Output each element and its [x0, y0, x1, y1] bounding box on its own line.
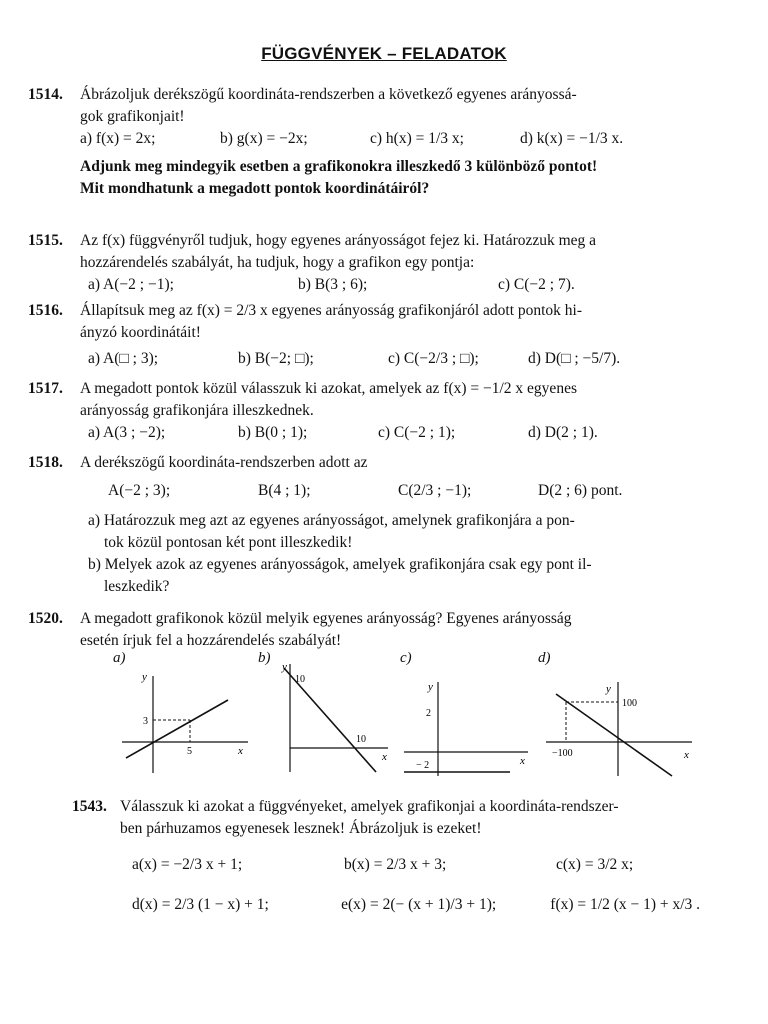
- subtask-a-cont: tok közül pontosan két pont illeszkedik!: [104, 534, 353, 551]
- y-label: y: [142, 671, 147, 683]
- x-tick: −100: [552, 748, 573, 759]
- item-a: a) f(x) = 2x;: [80, 130, 156, 147]
- x-tick: 5: [187, 746, 192, 757]
- problem-number: 1520.: [28, 610, 63, 627]
- item-d: d) D(□ ; −5/7).: [528, 350, 621, 367]
- item-a: a) A(□ ; 3);: [88, 350, 159, 367]
- problem-1514: [28, 84, 718, 200]
- problem-text: Az f(x) függvényről tudjuk, hogy egyenes arányosságot fejez ki. Határozzuk meg a: [80, 232, 597, 249]
- problem-number: 1516.: [28, 302, 63, 319]
- y-label: y: [428, 681, 433, 693]
- graph-label-d: d): [538, 650, 551, 666]
- problem-number: 1517.: [28, 380, 63, 397]
- point-c: C(2/3 ; −1);: [398, 482, 472, 499]
- problem-1515: [28, 230, 718, 296]
- item-c: c) h(x) = 1/3 x;: [370, 130, 464, 147]
- graph-line: [126, 700, 228, 758]
- function-b: b(x) = 2/3 x + 3;: [344, 856, 447, 873]
- y-tick: 100: [622, 698, 637, 709]
- y-label: y: [282, 661, 287, 673]
- function-c: c(x) = 3/2 x;: [556, 856, 634, 873]
- problem-1520: [28, 608, 718, 652]
- item-b: b) g(x) = −2x;: [220, 130, 308, 147]
- item-c: c) C(−2 ; 1);: [378, 424, 456, 441]
- problem-text: A megadott grafikonok közül melyik egyenes arányosság? Egyenes arányosság: [80, 610, 572, 627]
- problem-1517: [28, 378, 718, 444]
- y-tick: 3: [143, 716, 148, 727]
- page-title: FÜGGVÉNYEK – FELADATOK: [261, 44, 507, 63]
- y-tick: 2: [426, 708, 431, 719]
- problem-1518: [28, 452, 718, 598]
- problem-text: hozzárendelés szabályát, ha tudjuk, hogy a grafikon egy pontja:: [80, 254, 475, 271]
- item-b: b) B(−2; □);: [238, 350, 314, 367]
- problem-1516: [28, 300, 718, 370]
- item-b: b) B(0 ; 1);: [238, 424, 308, 441]
- point-d: D(2 ; 6) pont.: [538, 482, 623, 499]
- y-label: y: [606, 683, 611, 695]
- problem-text: Állapítsuk meg az f(x) = 2/3 x egyenes arányosság grafikonjáról adott pontok hi-: [80, 302, 583, 319]
- x-tick: 10: [356, 734, 366, 745]
- subtask-b: b) Melyek azok az egyenes arányosságok, amelyek grafikonjára csak egy pont il-: [88, 556, 592, 573]
- problem-text: arányosság grafikonjára illeszkednek.: [80, 402, 314, 419]
- graph-d: [540, 672, 700, 780]
- graph-label-b: b): [258, 650, 271, 666]
- graph-b: [270, 660, 400, 778]
- item-d: d) D(2 ; 1).: [528, 424, 598, 441]
- problem-number: 1518.: [28, 454, 63, 471]
- function-d: d(x) = 2/3 (1 − x) + 1;: [132, 896, 269, 913]
- item-c: c) C(−2 ; 7).: [498, 276, 575, 293]
- problem-text: Ábrázoljuk derékszögű koordináta-rendszerben a következő egyenes arányossá-: [80, 86, 577, 103]
- subtask-a: a) Határozzuk meg azt az egyenes arányosságot, amelynek grafikonjára a pon-: [88, 512, 575, 529]
- problem-text: Adjunk meg mindegyik esetben a grafikonokra illeszkedő 3 különböző pontot!: [80, 158, 598, 175]
- problem-text: ben párhuzamos egyenesek lesznek! Ábrázoljuk is ezeket!: [120, 820, 482, 837]
- function-f: f(x) = 1/2 (x − 1) + x/3 .: [550, 896, 701, 913]
- point-a: A(−2 ; 3);: [108, 482, 171, 499]
- x-label: x: [520, 755, 525, 767]
- y-tick: 10: [295, 674, 305, 685]
- problem-number: 1515.: [28, 232, 63, 249]
- problem-text: gok grafikonjait!: [80, 108, 185, 125]
- problem-number: 1514.: [28, 86, 63, 103]
- function-e: e(x) = 2(− (x + 1)/3 + 1);: [341, 896, 497, 913]
- item-c: c) C(−2/3 ; □);: [388, 350, 479, 367]
- problem-text: ányzó koordinátáit!: [80, 324, 201, 341]
- function-a: a(x) = −2/3 x + 1;: [132, 856, 243, 873]
- y-tick-neg: − 2: [416, 760, 430, 771]
- item-a: a) A(−2 ; −1);: [88, 276, 174, 293]
- x-label: x: [684, 749, 689, 761]
- problem-text: esetén írjuk fel a hozzárendelés szabályát!: [80, 632, 342, 649]
- item-d: d) k(x) = −1/3 x.: [520, 130, 624, 147]
- graph-label-c: c): [400, 650, 412, 666]
- graph-c: [400, 676, 535, 780]
- x-label: x: [238, 745, 243, 757]
- item-a: a) A(3 ; −2);: [88, 424, 166, 441]
- graph-label-a: a): [113, 650, 126, 666]
- graph-a: [118, 668, 258, 778]
- point-b: B(4 ; 1);: [258, 482, 311, 499]
- problem-text: Válasszuk ki azokat a függvényeket, amelyek grafikonjai a koordináta-rendszer-: [120, 798, 619, 815]
- item-b: b) B(3 ; 6);: [298, 276, 368, 293]
- subtask-b-cont: leszkedik?: [104, 578, 170, 595]
- graph-line: [556, 694, 672, 776]
- problem-text: A derékszögű koordináta-rendszerben adott az: [80, 454, 368, 471]
- problem-text: A megadott pontok közül válasszuk ki azokat, amelyek az f(x) = −1/2 x egyenes: [80, 380, 577, 397]
- x-label: x: [382, 751, 387, 763]
- problem-text: Mit mondhatunk a megadott pontok koordinátáiról?: [80, 180, 430, 197]
- problem-1543: [28, 796, 718, 916]
- problem-number: 1543.: [72, 798, 107, 815]
